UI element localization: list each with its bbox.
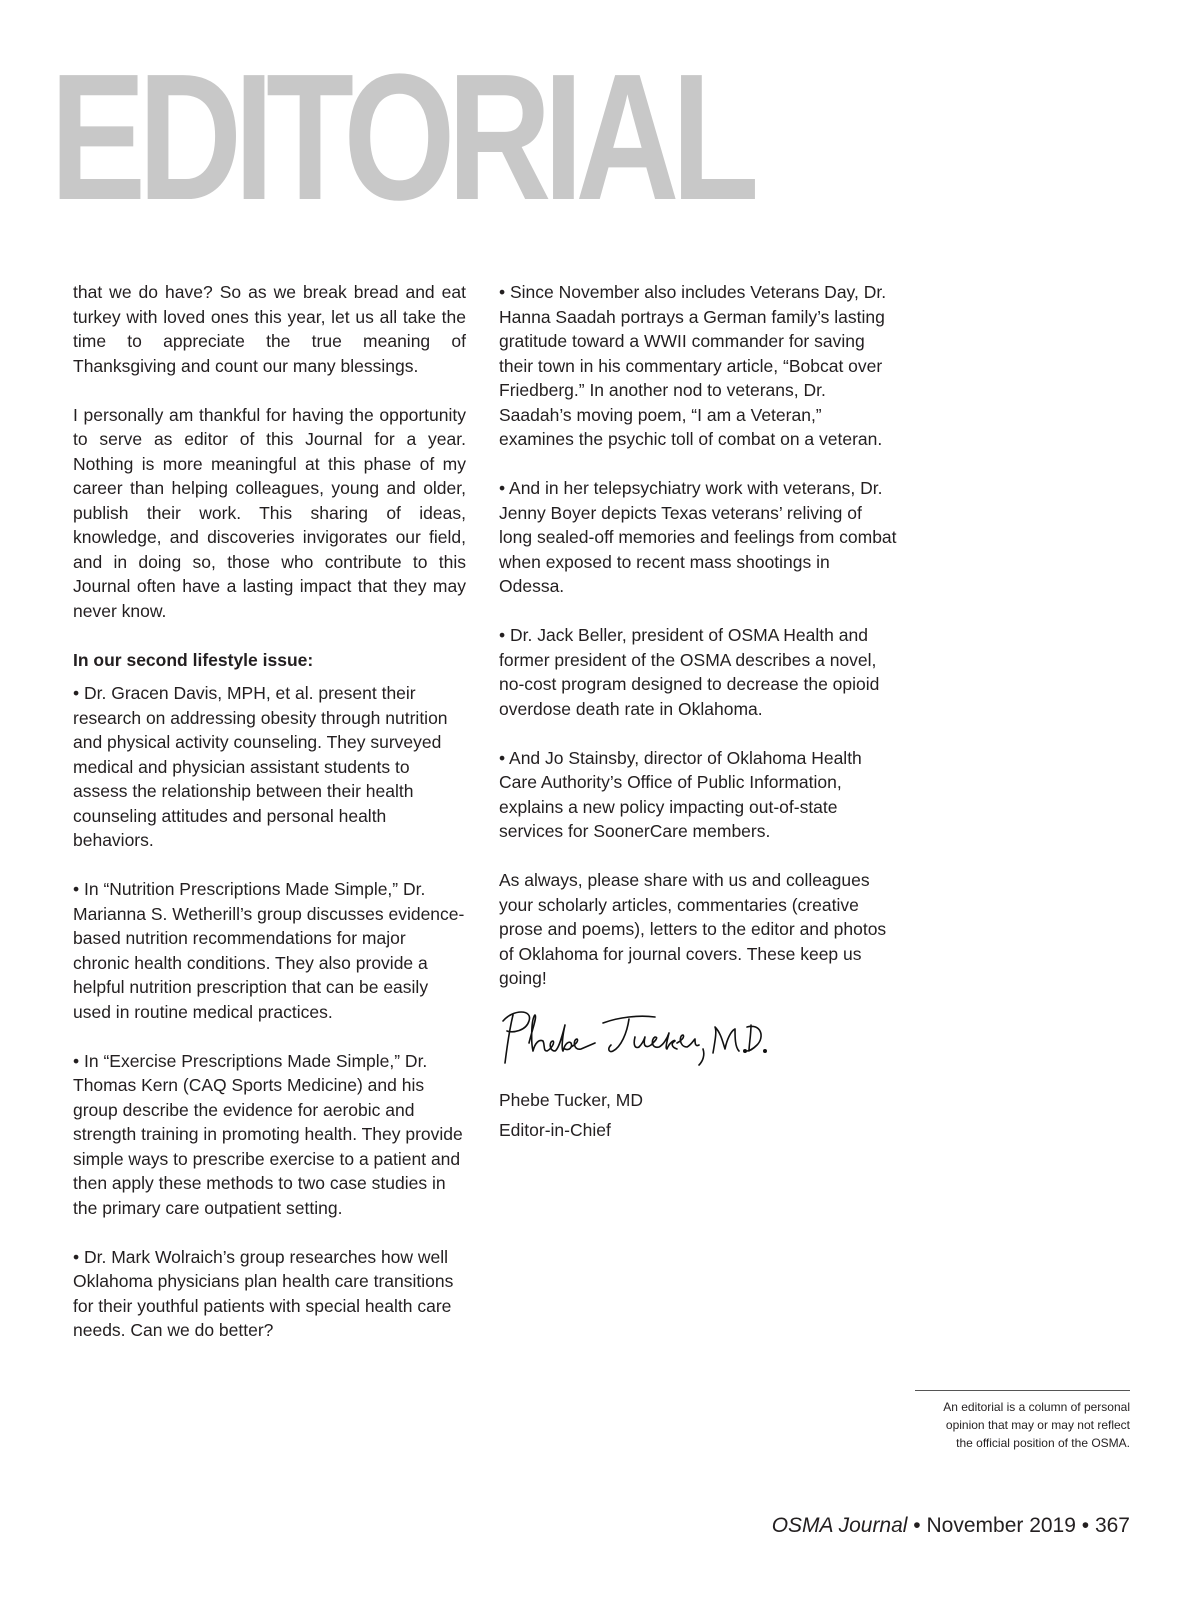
- bullet-wolraich: • Dr. Mark Wolraich’s group researches how well Oklahoma physicians plan health care transitions for their youthful patients with special health care needs. Can we do better?: [73, 1246, 454, 1340]
- disclaimer-line: the official position of the OSMA.: [956, 1436, 1130, 1450]
- bullet-boyer: • And in her telepsychiatry work with veterans, Dr. Jenny Boyer depicts Texas veterans’ reliving of long sealed-off memories and feelings from combat when exposed to recent mass shootings in Odessa.: [499, 478, 897, 596]
- disclaimer-divider: [915, 1390, 1130, 1391]
- journal-name: OSMA Journal: [771, 1514, 908, 1537]
- editorial-banner: EDITORIAL: [50, 37, 752, 238]
- disclaimer-line: opinion that may or may not reflect: [945, 1418, 1130, 1432]
- bullet-davis: • Dr. Gracen Davis, MPH, et al. present their research on addressing obesity through nutrition and physical activity counseling. They surveyed medical and physician assistant students to assess the relationship between their health counseling attitudes and personal health behaviors.: [73, 683, 448, 850]
- signature-image: [499, 1003, 769, 1073]
- disclaimer-line: An editorial is a column of personal: [943, 1400, 1130, 1414]
- signature-block: [499, 1085, 899, 1145]
- bullet-kern: • In “Exercise Prescriptions Made Simple,” Dr. Thomas Kern (CAQ Sports Medicine) and his group describe the evidence for aerobic and strength training in promoting health. They provide simple ways to prescribe exercise to a patient and then apply these methods to two case studies in the primary care outpatient setting.: [73, 1050, 463, 1218]
- author-title: Editor-in-Chief: [499, 1119, 611, 1140]
- left-column: [73, 280, 466, 1343]
- right-column: [499, 280, 899, 1145]
- bullet-stainsby: • And Jo Stainsby, director of Oklahoma Health Care Authority’s Office of Public Information, explains a new policy impacting out-of-state services for SoonerCare members.: [499, 747, 862, 841]
- footer-separator: •: [1075, 1514, 1095, 1537]
- page-number: 367: [1094, 1514, 1130, 1537]
- closing-paragraph: As always, please share with us and colleagues your scholarly articles, commentaries (creative prose and poems), letters to the editor and photos of Oklahoma for journal covers. These keep us going!: [499, 870, 887, 988]
- disclaimer-note: [880, 1398, 1130, 1452]
- author-name: Phebe Tucker, MD: [499, 1089, 643, 1110]
- footer-separator: •: [907, 1514, 927, 1537]
- bullet-beller: • Dr. Jack Beller, president of OSMA Health and former president of the OSMA describes a novel, no-cost program designed to decrease the opioid overdose death rate in Oklahoma.: [499, 625, 880, 719]
- paragraph-editor-thanks: I personally am thankful for having the opportunity to serve as editor of this Journal for a year. Nothing is more meaningful at this phase of my career than helping colleagues, young and older, publish their work. This sharing of ideas, knowledge, and discoveries invigorates our field, and in doing so, those who contribute to this Journal often have a lasting impact that they may never know.: [73, 404, 466, 621]
- page-footer: [772, 1513, 1130, 1539]
- issue-date: November 2019: [926, 1514, 1076, 1537]
- paragraph-thanksgiving: that we do have? So as we break bread and eat turkey with loved ones this year, let us all take the time to appreciate the true meaning of Thanksgiving and count our many blessings.: [73, 282, 466, 376]
- bullet-saadah: • Since November also includes Veterans Day, Dr. Hanna Saadah portrays a German family’s lasting gratitude toward a WWII commander for saving their town in his commentary article, “Bobcat over Friedberg.” In another nod to veterans, Dr. Saadah’s moving poem, “I am a Veteran,” examines the psychic toll of combat on a veteran.: [499, 282, 887, 449]
- section-heading: In our second lifestyle issue:: [73, 649, 314, 670]
- bullet-wetherill: • In “Nutrition Prescriptions Made Simple,” Dr. Marianna S. Wetherill’s group discusses evidence-based nutrition recommendations for major chronic health conditions. They also provide a helpful nutrition prescription that can be easily used in routine medical practices.: [73, 879, 465, 1022]
